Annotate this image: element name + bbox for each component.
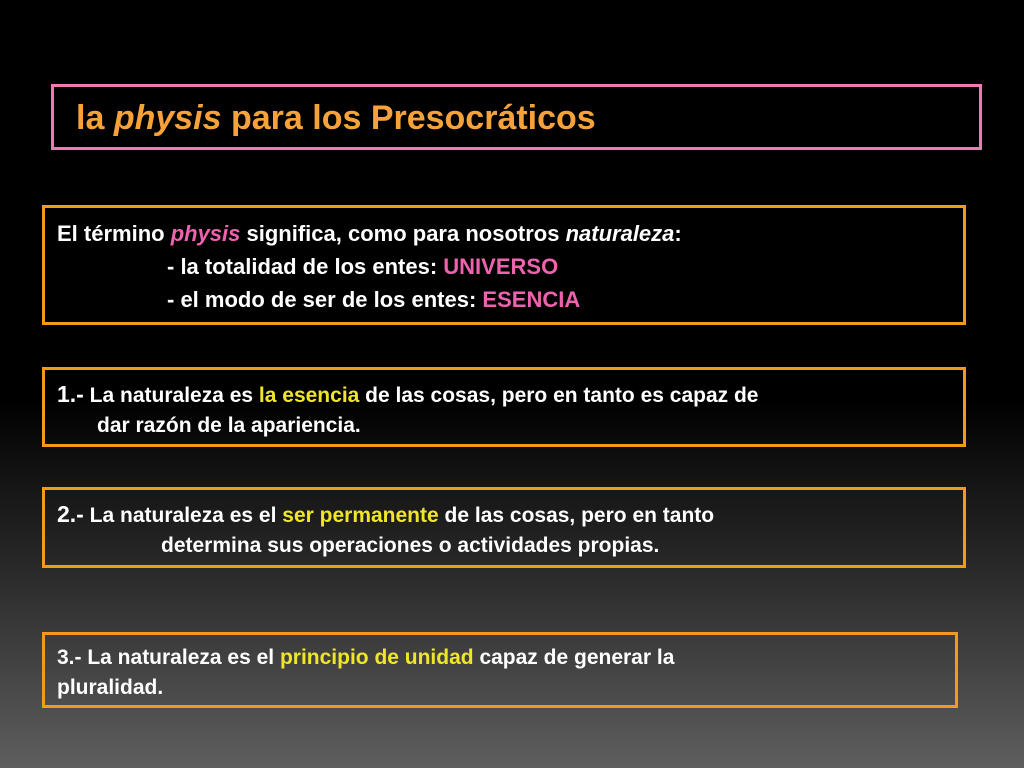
definition-text: significa, como para nosotros (240, 221, 566, 246)
term-physis: physis (170, 221, 241, 246)
point-3-box (42, 632, 958, 708)
point-number: 2.- (57, 501, 84, 527)
point-text: La naturaleza es el (83, 504, 283, 527)
title-emphasis: physis (113, 99, 222, 137)
definition-text: - la totalidad de los entes: (167, 254, 444, 279)
definition-line-1 (57, 217, 963, 250)
point-1-line-1 (57, 379, 963, 411)
point-text: de las cosas, pero en tanto (438, 504, 715, 527)
definition-text: El término (57, 221, 171, 246)
term-naturaleza: naturaleza (565, 221, 675, 246)
keyword-esencia: ESENCIA (482, 287, 581, 312)
point-highlight: ser permanente (282, 504, 439, 527)
point-3-line-1 (57, 643, 955, 673)
point-text: La naturaleza es (83, 384, 259, 407)
title-rest: para los Presocráticos (221, 99, 596, 137)
slide-title-box (51, 84, 982, 150)
point-2-line-2: determina sus operaciones o actividades propias. (161, 534, 660, 557)
point-highlight: la esencia (258, 384, 360, 407)
definition-box (42, 205, 966, 325)
definition-line-2 (57, 250, 963, 283)
definition-text: : (674, 221, 682, 246)
point-3-line-2: pluralidad. (57, 676, 164, 699)
point-2-box (42, 487, 966, 568)
point-2-line-1 (57, 499, 963, 531)
point-1-box (42, 367, 966, 447)
point-1-line-2: dar razón de la apariencia. (97, 414, 361, 437)
definition-line-3 (57, 283, 963, 316)
point-text: capaz de generar la (473, 646, 675, 669)
slide-title (76, 98, 979, 138)
point-text: de las cosas, pero en tanto es capaz de (359, 384, 759, 407)
point-text: 3.- La naturaleza es el (57, 646, 280, 669)
point-highlight: principio de unidad (279, 646, 474, 669)
point-number: 1.- (57, 381, 84, 407)
keyword-universo: UNIVERSO (443, 254, 559, 279)
title-prefix: la (76, 99, 114, 137)
definition-text: - el modo de ser de los entes: (167, 287, 483, 312)
